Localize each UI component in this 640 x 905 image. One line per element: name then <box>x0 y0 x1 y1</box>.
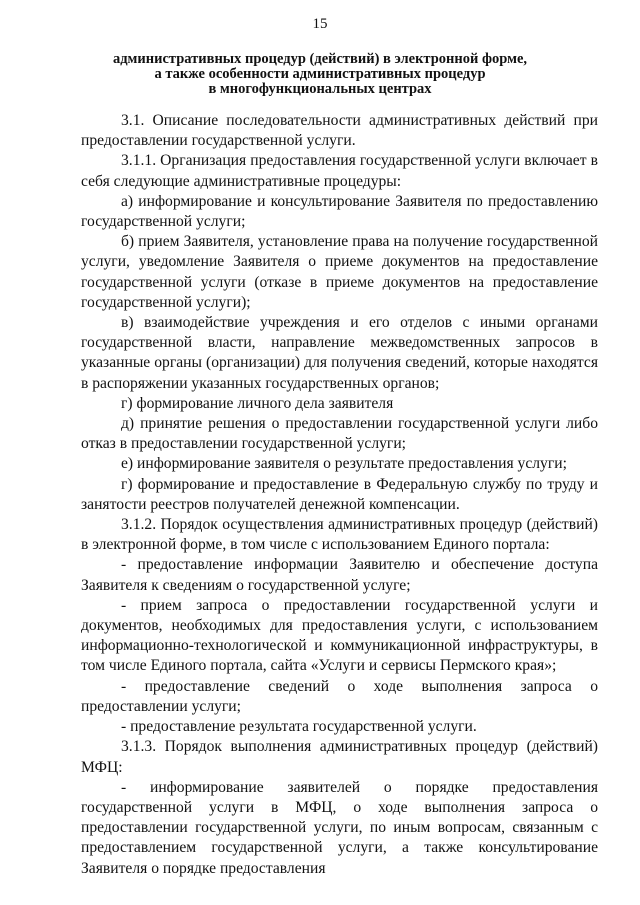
list-item: е) информирование заявителя о результате предоставления услуги; <box>121 455 567 473</box>
list-item: - прием запроса о предоставлении государственной услуги и документов, необходимых для предоставления услуги, с использованием информационно-технологической и коммуникационной инфраструктуры, в том числе Единого портала, сайта «Услуги и сервисы Пермского края»; <box>81 596 598 675</box>
list-item: - предоставление информации Заявителю и обеспечение доступа Заявителя к сведениям о государственной услуге; <box>81 556 598 594</box>
list-item: а) информирование и консультирование Заявителя по предоставлению государственной услуги; <box>81 192 598 231</box>
list-item: - предоставление результата государственной услуги. <box>121 718 477 736</box>
paragraph-3-1: 3.1. Описание последовательности административных действий при предоставлении государственной услуги. <box>81 112 598 150</box>
list-item: в) взаимодействие учреждения и его отделов с иными органами государственной власти, направление межведомственных запросов в указанные органы (организации) для получения сведений, которые находятся в распоряжении указанных государственных органов; <box>81 314 598 392</box>
paragraph-3-1-2: 3.1.2. Порядок осуществления административных процедур (действий) в электронной форме, в том числе с использованием Единого портала: <box>81 516 598 554</box>
section-heading <box>60 52 580 97</box>
list-item: г) формирование и предоставление в Федеральную службу по труду и занятости реестров получателей денежной компенсации. <box>81 475 598 513</box>
list-item: - информирование заявителей о порядке предоставления государственной услуги в МФЦ, о ходе выполнения запроса о предоставлении государственной услуги, по иным вопросам, связанным с предоставлением государственной услуги, а также консультирование Заявителя о порядке предоставления <box>81 778 598 877</box>
list-item: б) прием Заявителя, установление права на получение государственной услуги, уведомление Заявителя о приеме документов на предоставление государственной услуги (отказе в приеме документов на предоставление государственной услуги); <box>81 233 598 311</box>
paragraph-3-1-1: 3.1.1. Организация предоставления государственной услуги включает в себя следующие административные процедуры: <box>81 152 598 190</box>
heading-line: в многофункциональных центрах <box>208 81 432 97</box>
page-number: 15 <box>312 16 328 32</box>
paragraph-3-1-3: 3.1.3. Порядок выполнения административных процедур (действий) МФЦ: <box>81 738 598 776</box>
heading-line: административных процедур (действий) в электронной форме, <box>112 51 528 67</box>
list-item: - предоставление сведений о ходе выполнения запроса о предоставлении услуги; <box>81 677 598 715</box>
heading-line: а также особенности административных процедур <box>154 66 486 82</box>
list-item: г) формирование личного дела заявителя <box>121 394 394 412</box>
list-item: д) принятие решения о предоставлении государственной услуги либо отказ в предоставлении государственной услуги; <box>81 415 598 453</box>
document-body <box>81 111 598 879</box>
